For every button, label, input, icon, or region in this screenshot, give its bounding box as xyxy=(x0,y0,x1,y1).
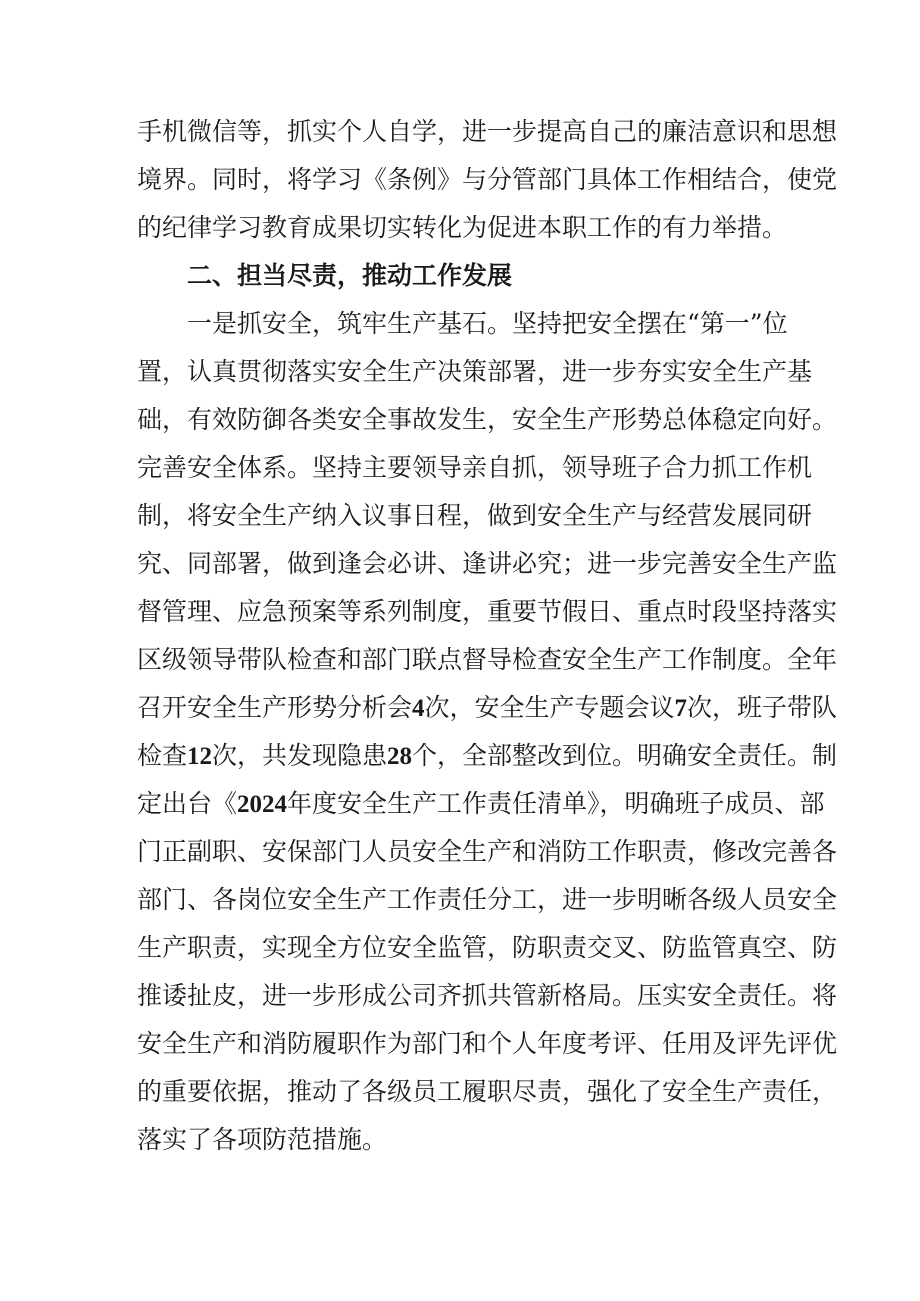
text-line-12: 区级领导带队检查和部门联点督导检查安全生产工作制度。全年 xyxy=(137,645,838,674)
text-line-7: 础，有效防御各类安全事故发生，安全生产形势总体稳定向好。 xyxy=(137,405,838,434)
text-line-2: 境界。同时，将学习《条例》与分管部门具体工作相结合，使党 xyxy=(137,165,838,194)
text-line-20: 安全生产和消防履职作为部门和个人年度考评、任用及评先评优 xyxy=(137,1029,838,1058)
text-line-1: 手机微信等，抓实个人自学，进一步提高自己的廉洁意识和思想 xyxy=(137,117,838,146)
section-heading: 二、担当尽责，推动工作发展 xyxy=(187,261,513,290)
text-line-18: 生产职责，实现全方位安全监管，防职责交叉、防监管真空、防 xyxy=(137,933,838,962)
text-line-3: 的纪律学习教育成果切实转化为促进本职工作的有力举措。 xyxy=(137,213,788,242)
text-line-10: 究、同部署，做到逢会必讲、逢讲必究；进一步完善安全生产监 xyxy=(137,549,838,578)
text-line-17: 部门、各岗位安全生产工作责任分工，进一步明晰各级人员安全 xyxy=(137,885,838,914)
text-line-21: 的重要依据，推动了各级员工履职尽责，强化了安全生产责任， xyxy=(137,1077,838,1106)
text-line-8: 完善安全体系。坚持主要领导亲自抓，领导班子合力抓工作机 xyxy=(137,453,813,482)
text-line-19: 推诿扯皮，进一步形成公司齐抓共管新格局。压实安全责任。将 xyxy=(137,981,838,1010)
text-line-22: 落实了各项防范措施。 xyxy=(137,1125,388,1154)
body-text xyxy=(137,108,838,1164)
text-line-6: 置，认真贯彻落实安全生产决策部署，进一步夯实安全生产基 xyxy=(137,357,813,386)
text-line-16: 门正副职、安保部门人员安全生产和消防工作职责，修改完善各 xyxy=(137,837,838,866)
text-line-9: 制，将安全生产纳入议事日程，做到安全生产与经营发展同研 xyxy=(137,501,813,530)
text-line-14: 检查12次，共发现隐患28个，全部整改到位。明确安全责任。制 xyxy=(137,741,838,770)
text-line-15: 定出台《2024年度安全生产工作责任清单》，明确班子成员、部 xyxy=(137,789,825,818)
text-line-13: 召开安全生产形势分析会4次，安全生产专题会议7次，班子带队 xyxy=(137,693,838,722)
text-line-11: 督管理、应急预案等系列制度，重要节假日、重点时段坚持落实 xyxy=(137,597,838,626)
text-line-5: 一是抓安全，筑牢生产基石。坚持把安全摆在“第一”位 xyxy=(187,309,788,338)
